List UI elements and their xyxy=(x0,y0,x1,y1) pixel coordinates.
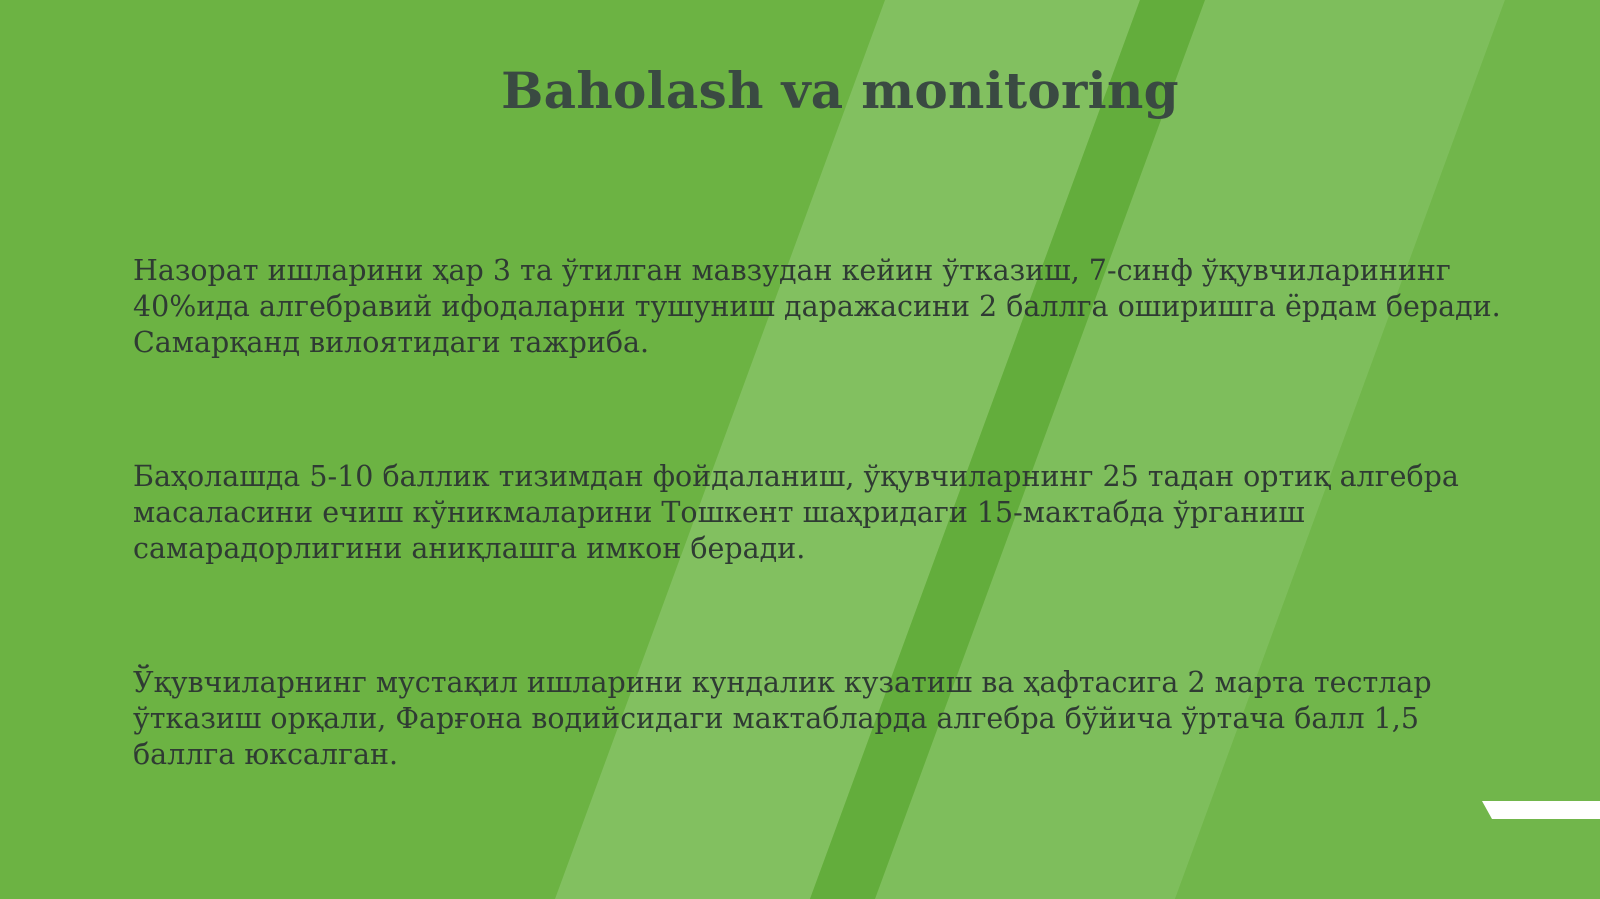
paragraph-control-works: Назорат ишларини ҳар 3 та ўтилган мавзудан кейин ўтказиш, 7-синф ўқувчиларининг 40%ида алгебравий ифодаларни тушуниш даражасини 2 баллга оширишга ёрдам беради. Самарқанд вилоятидаги тажриба. xyxy=(133,254,1501,359)
slide-title: Baholash va monitoring xyxy=(501,61,1179,120)
paragraph-grading-system: Баҳолашда 5-10 баллик тизимдан фойдаланиш, ўқувчиларнинг 25 тадан ортиқ алгебра масаласини ечиш кўникмаларини Тошкент шаҳридаги 15-мактабда ўрганиш самарадорлигини аниқлашга имкон беради. xyxy=(133,460,1459,565)
paragraph-independent-work: Ўқувчиларнинг мустақил ишларини кундалик кузатиш ва ҳафтасига 2 марта тестлар ўтказиш орқали, Фарғона водийсидаги мактабларда алгебра бўйича ўртача балл 1,5 баллга юксалган. xyxy=(133,666,1432,771)
white-corner-bar xyxy=(1482,801,1600,819)
